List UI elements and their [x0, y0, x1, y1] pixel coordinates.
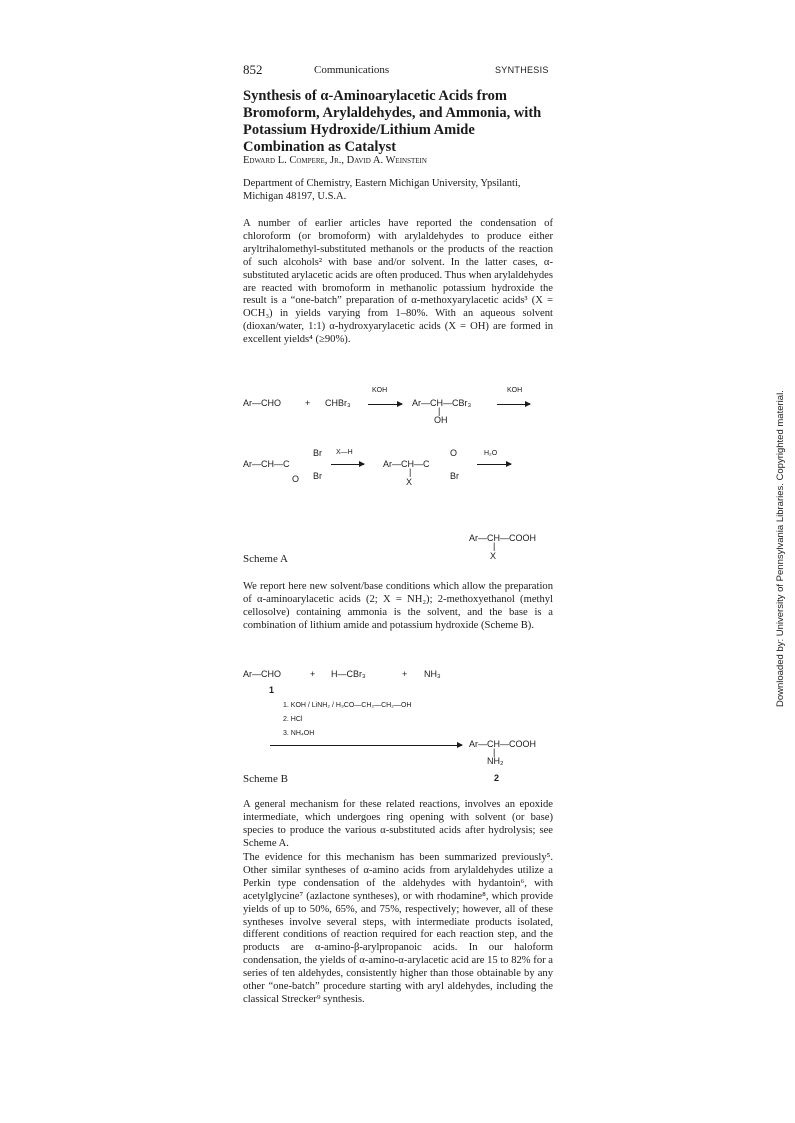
scheme-b-bromoform: H—CBr₃ [331, 669, 366, 679]
author-list: Edward L. Compere, Jr., David A. Weinstein [243, 155, 427, 166]
scheme-a-epoxide-br-1: Br [313, 448, 322, 458]
scheme-a-epoxide-o: O [292, 474, 300, 484]
scheme-b-compound-2: 2 [494, 773, 500, 783]
scheme-b-step-3: 3. NH₄OH [283, 730, 315, 737]
scheme-a-epoxide: Ar—CH—C [243, 459, 290, 469]
scheme-a-final-acid: Ar—CH—COOH [469, 533, 536, 543]
scheme-a-arrow-4 [477, 464, 511, 465]
scheme-b-label: Scheme B [243, 773, 288, 785]
scheme-b-nh2: NH₂ [487, 756, 504, 766]
scheme-a-arrow-3 [331, 464, 364, 465]
paragraph-intro: A number of earlier articles have reported the condensation of chloroform (or bromoform) with arylaldehydes to produce either aryltrihalomethyl-substituted methanols or the products of the reaction of such alcohols² with base and/or solvent. In the latter cases, α-substituted arylacetic acids are often produced. Thus when arylaldehydes are reacted with bromoform in methanolic potassium hydroxide the result is a “one-batch” preparation of α-methoxyarylacetic acids³ (X = OCH₃) in yields varying from 1–80%. With an aqueous solvent (dioxan/water, 1:1) α-hydroxyarylacetic acids (X = OH) are formed in excellent yields⁴ (≥90%). [243, 218, 553, 346]
scheme-a-xh: X—H [336, 449, 353, 456]
scheme-a-bromoform: CHBr₃ [325, 398, 351, 408]
scheme-b-plus-1: + [310, 669, 316, 679]
scheme-a-acyl-x: X [406, 477, 413, 487]
scheme-b-aldehyde: Ar—CHO [243, 669, 281, 679]
scheme-a-carbinol: Ar—CH—CBr₃ [412, 398, 472, 408]
scheme-b-arrow [270, 745, 462, 746]
scheme-a-final-x: X [490, 551, 497, 561]
scheme-b-ammonia: NH₃ [424, 669, 441, 679]
scheme-a-acyl-br: Br [450, 471, 459, 481]
scheme-b-compound-1: 1 [269, 685, 275, 695]
journal-name: SYNTHESIS [495, 65, 549, 75]
scheme-a-acyl-bromide: Ar—CH—C [383, 459, 430, 469]
paragraph-mechanism: A general mechanism for these related reactions, involves an epoxide intermediate, which undergoes ring opening with solvent (or base) species to produce the various α-substituted acids after hydrolysis; see Scheme A. [243, 799, 553, 849]
scheme-a-carbinol-bond: | [438, 406, 441, 416]
scheme-a-acyl-bond: | [409, 467, 412, 477]
scheme-a-koh-1: KOH [372, 387, 388, 394]
scheme-a-h2o: H₂O [484, 450, 498, 457]
page-number: 852 [243, 62, 263, 77]
scheme-a-oh: OH [434, 415, 448, 425]
scheme-a-acyl-o: O [450, 448, 458, 458]
scheme-b-plus-2: + [402, 669, 408, 679]
scheme-a-arrow-1 [368, 404, 402, 405]
paragraph-evidence: The evidence for this mechanism has been summarized previously⁵. Other similar syntheses of α-amino acids from arylaldehydes utilize a Perkin type condensation of the aldehydes with hydantoin⁶, with acetylglycine⁷ (azlactone syntheses), or with rhodamine⁸, which provide yields of up to 50%, 65%, and 75%, respectively; however, all of these syntheses involve several steps, with intermediate products isolated, different conditions of reaction required for each reaction step, and the products are α-amino-β-arylpropanoic acids. In our haloform condensation, the yields of α-amino-α-arylacetic acid are 15 to 82% for a series of ten aldehydes, consistently higher than those obtainable by any other “one-batch” procedure starting with aryl aldehydes, including the classical Strecker⁹ synthesis. [243, 852, 553, 1005]
section-title: Communications [314, 64, 390, 76]
scheme-a-plus: + [305, 398, 311, 408]
affiliation: Department of Chemistry, Eastern Michigan University, Ypsilanti, Michigan 48197, U.S.A. [243, 178, 521, 202]
scheme-a-koh-2: KOH [507, 387, 523, 394]
scheme-b-product: Ar—CH—COOH [469, 739, 536, 749]
scheme-a-final-bond: | [493, 541, 496, 551]
article-title: Synthesis of α-Aminoarylacetic Acids from Bromoform, Arylaldehydes, and Ammonia, with Potassium Hydroxide/Lithium Amide Combination as Catalyst [243, 88, 542, 155]
scheme-a-aldehyde: Ar—CHO [243, 398, 281, 408]
scheme-a-arrow-2 [497, 404, 530, 405]
scheme-a-epoxide-br-2: Br [313, 471, 322, 481]
scheme-b-step-1: 1. KOH / LiNH₂ / H₃CO—CH₂—CH₂—OH [283, 702, 412, 709]
scheme-a-label: Scheme A [243, 553, 288, 565]
scheme-b-step-2: 2. HCl [283, 716, 303, 723]
paragraph-report: We report here new solvent/base conditions which allow the preparation of α-aminoarylacetic acids (2; X = NH₂); 2-methoxyethanol (methyl cellosolve) containing ammonia is the solvent, and the base is a combination of lithium amide and potassium hydroxide (Scheme B). [243, 581, 553, 631]
scheme-b-product-bond: | [493, 747, 496, 757]
download-notice: Downloaded by: University of Pennsylvania Libraries. Copyrighted material. [775, 390, 786, 707]
